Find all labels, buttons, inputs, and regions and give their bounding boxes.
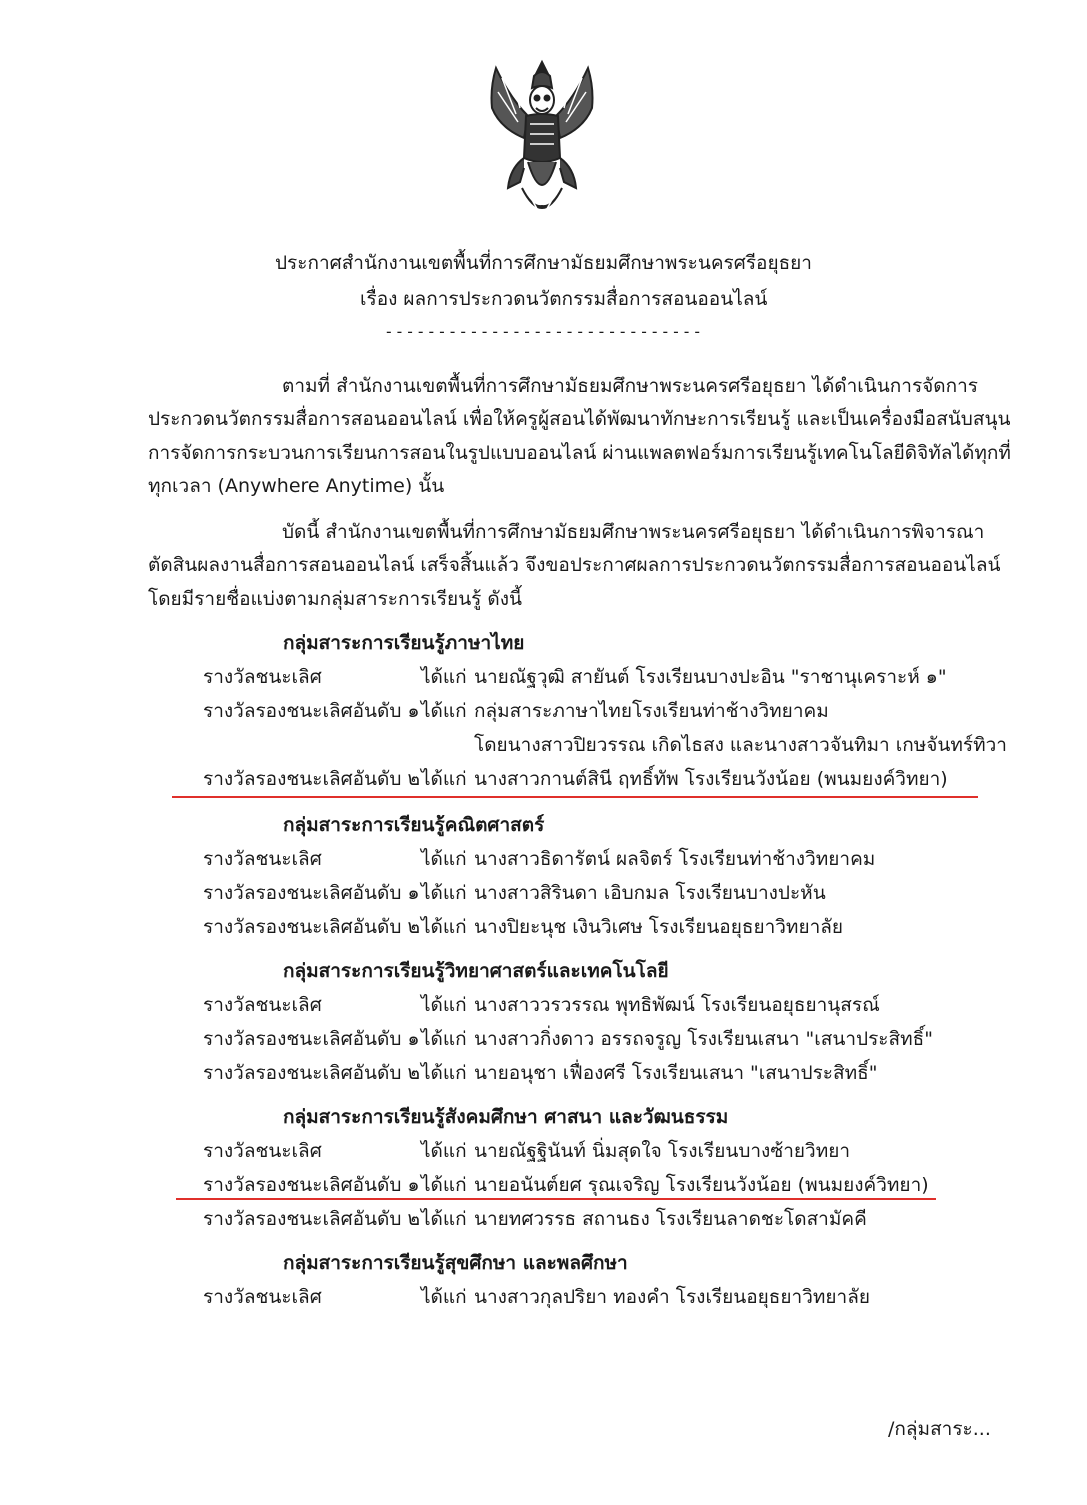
- given-to-label: ได้แก่: [421, 1062, 467, 1084]
- continued-footer: /กลุ่มสาระ...: [888, 1418, 991, 1440]
- award-label: รางวัลรองชนะเลิศอันดับ ๒: [203, 916, 421, 938]
- awardee-name: นางสาวกิ่งดาว อรรถจรูญ โรงเรียนเสนา "เสนาประสิทธิ์": [474, 1028, 933, 1050]
- given-to-label: ได้แก่: [421, 1174, 467, 1196]
- award-label: รางวัลรองชนะเลิศอันดับ ๒: [203, 1062, 421, 1084]
- award-label: รางวัลรองชนะเลิศอันดับ ๑: [203, 700, 420, 722]
- paragraph-line: ตามที่ สำนักงานเขตพื้นที่การศึกษามัธยมศึกษาพระนครศรีอยุธยา ได้ดำเนินการจัดการ: [282, 375, 979, 397]
- title-divider: ------------------------------: [384, 322, 703, 341]
- award-label: รางวัลรองชนะเลิศอันดับ ๒: [203, 1208, 421, 1230]
- awardee-name: นางสาววรวรรณ พุทธิพัฒน์ โรงเรียนอยุธยานุสรณ์: [474, 994, 880, 1016]
- award-label: รางวัลรองชนะเลิศอันดับ ๑: [203, 1028, 420, 1050]
- given-to-label: ได้แก่: [421, 768, 467, 790]
- award-label: รางวัลชนะเลิศ: [203, 1140, 322, 1162]
- paragraph-line: การจัดการกระบวนการเรียนการสอนในรูปแบบออนไลน์ ผ่านแพลตฟอร์มการเรียนรู้เทคโนโลยีดิจิทัลได้ทุกที่: [148, 441, 1011, 464]
- awardee-name: นายณัฐวุฒิ สายันต์ โรงเรียนบางปะอิน "ราชานุเคราะห์ ๑": [474, 666, 947, 688]
- awardee-name: นางสาวกุลปริยา ทองคำ โรงเรียนอยุธยาวิทยาลัย: [474, 1286, 870, 1308]
- group-title-thai: กลุ่มสาระการเรียนรู้ภาษาไทย: [283, 632, 525, 654]
- paragraph-line: ประกวดนวัตกรรมสื่อการสอนออนไลน์ เพื่อให้ครูผู้สอนได้พัฒนาทักษะการเรียนรู้ และเป็นเครื่องมือสนับสนุน: [148, 408, 1011, 431]
- given-to-label: ได้แก่: [421, 994, 467, 1016]
- given-to-label: ได้แก่: [421, 1140, 467, 1162]
- given-to-label: ได้แก่: [421, 700, 467, 722]
- awardee-name: นายทศวรรธ สถานธง โรงเรียนลาดชะโดสามัคคี: [474, 1208, 867, 1230]
- group-title-health: กลุ่มสาระการเรียนรู้สุขศึกษา และพลศึกษา: [283, 1252, 628, 1274]
- award-label: รางวัลรองชนะเลิศอันดับ ๒: [203, 768, 421, 790]
- given-to-label: ได้แก่: [421, 666, 467, 688]
- awardee-name: นายอนุชา เฟื่องศรี โรงเรียนเสนา "เสนาประสิทธิ์": [474, 1062, 878, 1084]
- group-title-science: กลุ่มสาระการเรียนรู้วิทยาศาสตร์และเทคโนโลยี: [283, 960, 669, 982]
- announcement-subject: เรื่อง ผลการประกวดนวัตกรรมสื่อการสอนออนไลน์: [360, 288, 768, 310]
- red-underline-highlight: [176, 1198, 936, 1200]
- award-label: รางวัลชนะเลิศ: [203, 994, 322, 1016]
- award-label: รางวัลรองชนะเลิศอันดับ ๑: [203, 1174, 420, 1196]
- given-to-label: ได้แก่: [421, 1028, 467, 1050]
- awardee-name: นางสาวธิดารัตน์ ผลจิตร์ โรงเรียนท่าช้างวิทยาคม: [474, 848, 876, 870]
- given-to-label: ได้แก่: [421, 1286, 467, 1308]
- given-to-label: ได้แก่: [421, 916, 467, 938]
- group-title-math: กลุ่มสาระการเรียนรู้คณิตศาสตร์: [283, 814, 545, 836]
- award-label: รางวัลชนะเลิศ: [203, 848, 322, 870]
- awardee-name: นางสาวสิรินดา เอิบกมล โรงเรียนบางปะหัน: [474, 882, 826, 904]
- awardee-continuation: โดยนางสาวปิยวรรณ เกิดไธสง และนางสาวจันทิมา เกษจันทร์ทิวา: [474, 734, 1007, 756]
- red-underline-highlight: [172, 796, 978, 798]
- award-label: รางวัลชนะเลิศ: [203, 666, 322, 688]
- paragraph-intro: [148, 370, 1011, 503]
- awardee-name: นายณัฐฐินันท์ นิ่มสุดใจ โรงเรียนบางซ้ายวิทยา: [474, 1140, 851, 1162]
- awardee-name: นางปิยะนุช เงินวิเศษ โรงเรียนอยุธยาวิทยาลัย: [474, 916, 844, 938]
- paragraph-line: ทุกเวลา (Anywhere Anytime) นั้น: [148, 474, 445, 497]
- paragraph-line: ตัดสินผลงานสื่อการสอนออนไลน์ เสร็จสิ้นแล้ว จึงขอประกาศผลการประกวดนวัตกรรมสื่อการสอนออนไลน์: [148, 554, 1001, 577]
- awardee-name: นายอนันต์ยศ รุณเจริญ โรงเรียนวังน้อย (พนมยงค์วิทยา): [474, 1174, 929, 1196]
- award-label: รางวัลชนะเลิศ: [203, 1286, 322, 1308]
- group-title-social: กลุ่มสาระการเรียนรู้สังคมศึกษา ศาสนา และวัฒนธรรม: [283, 1106, 729, 1128]
- announcement-title: ประกาศสำนักงานเขตพื้นที่การศึกษามัธยมศึกษาพระนครศรีอยุธยา: [275, 252, 812, 274]
- paragraph-line: โดยมีรายชื่อแบ่งตามกลุ่มสาระการเรียนรู้ ดังนี้: [148, 587, 523, 610]
- given-to-label: ได้แก่: [421, 882, 467, 904]
- paragraph-result: [148, 516, 1001, 616]
- garuda-emblem-icon: [480, 58, 604, 228]
- given-to-label: ได้แก่: [421, 1208, 467, 1230]
- paragraph-line: บัดนี้ สำนักงานเขตพื้นที่การศึกษามัธยมศึกษาพระนครศรีอยุธยา ได้ดำเนินการพิจารณา: [282, 521, 985, 543]
- award-label: รางวัลรองชนะเลิศอันดับ ๑: [203, 882, 420, 904]
- awardee-name: กลุ่มสาระภาษาไทยโรงเรียนท่าช้างวิทยาคม: [474, 700, 829, 722]
- awardee-name: นางสาวกานต์สินี ฤทธิ์ทัพ โรงเรียนวังน้อย (พนมยงค์วิทยา): [474, 768, 948, 790]
- given-to-label: ได้แก่: [421, 848, 467, 870]
